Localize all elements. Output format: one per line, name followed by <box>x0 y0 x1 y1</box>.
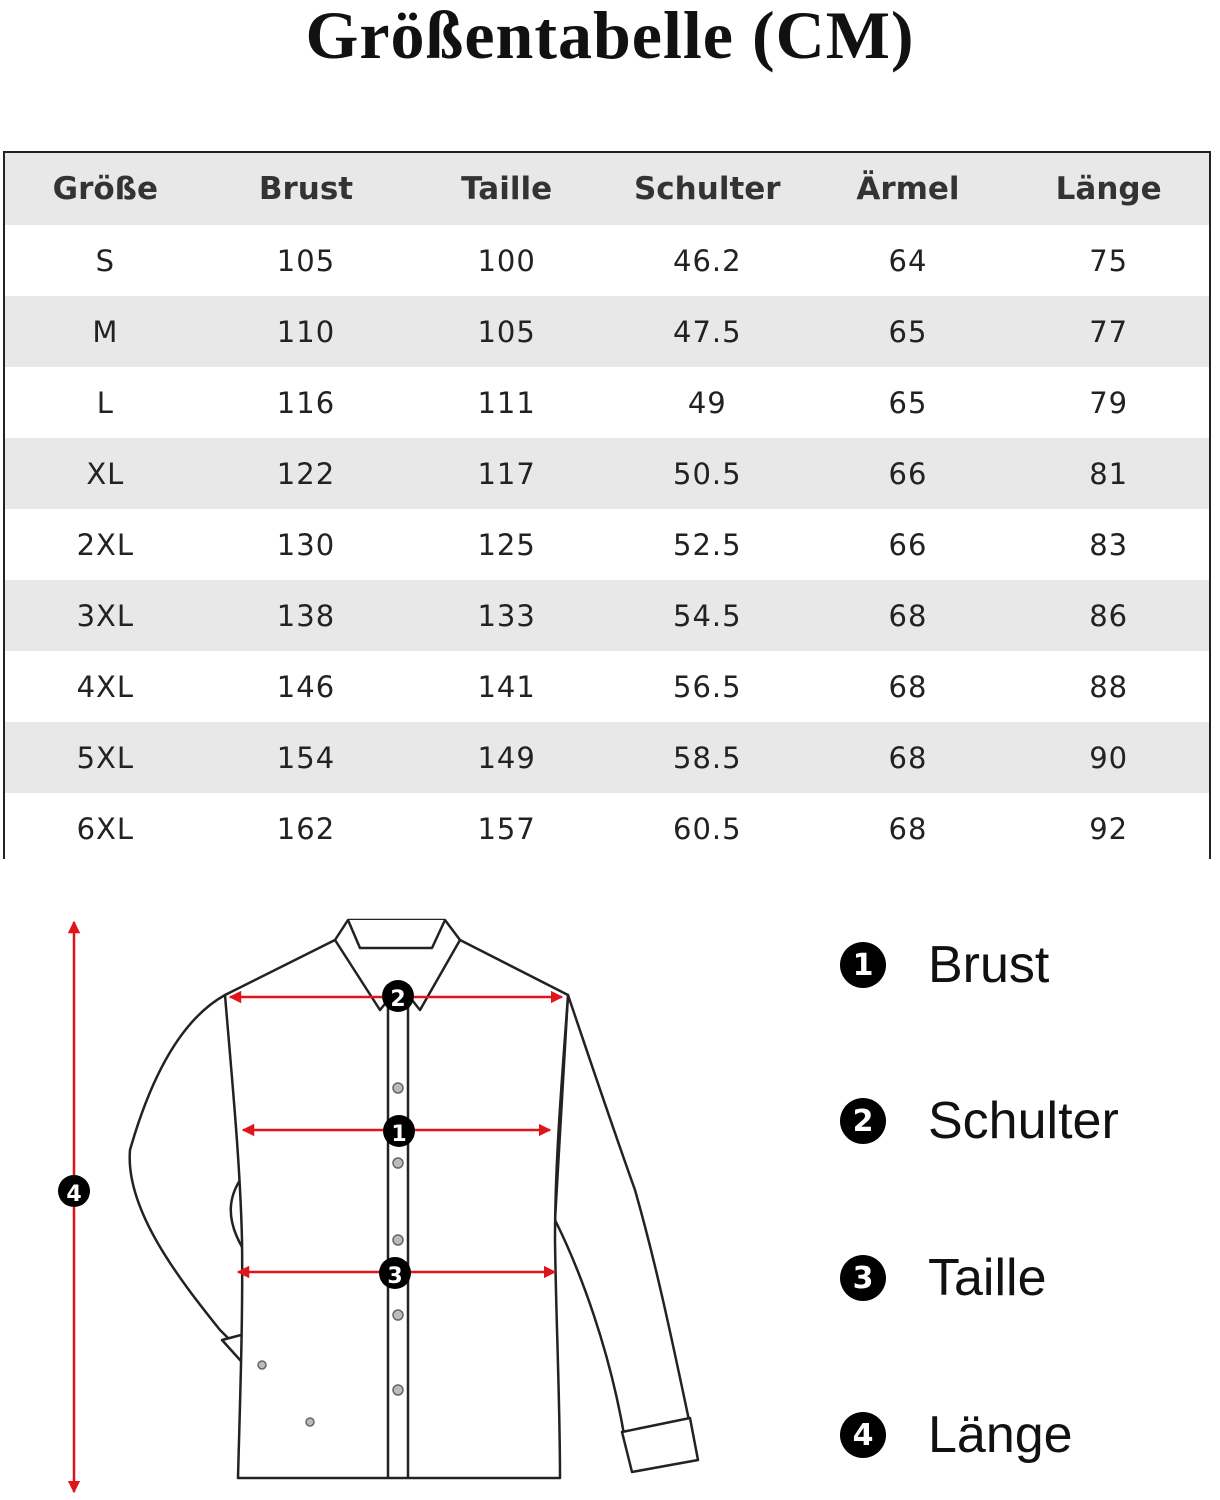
size-table <box>3 151 1211 859</box>
table-cell: 6XL <box>76 811 135 846</box>
table-cell: 77 <box>1089 314 1129 349</box>
page-title: Größentabelle (CM) <box>305 0 915 73</box>
legend-number: 4 <box>840 1412 886 1458</box>
table-cell: 90 <box>1089 740 1129 775</box>
table-row <box>5 296 1209 367</box>
legend-label: Taille <box>928 1249 1047 1307</box>
table-cell: 81 <box>1089 456 1129 491</box>
legend-item-laenge <box>840 1400 1073 1470</box>
table-cell: 68 <box>888 669 928 704</box>
table-cell: 2XL <box>76 527 135 562</box>
header-cell: Ärmel <box>808 153 1009 225</box>
table-cell: 68 <box>888 740 928 775</box>
table-cell: L <box>96 385 114 420</box>
table-cell: 79 <box>1089 385 1129 420</box>
table-cell: 92 <box>1089 811 1129 846</box>
table-cell: 162 <box>276 811 336 846</box>
marker-1: 1 <box>391 1122 407 1147</box>
table-cell: 68 <box>888 598 928 633</box>
legend-number: 2 <box>840 1098 886 1144</box>
table-cell: 105 <box>477 314 536 349</box>
table-cell: 65 <box>888 385 928 420</box>
header-cell: Taille <box>406 153 607 225</box>
table-cell: 75 <box>1089 243 1129 278</box>
legend-label: Länge <box>928 1406 1073 1464</box>
legend-item-schulter <box>840 1086 1119 1156</box>
table-cell: 116 <box>276 385 336 420</box>
table-cell: 130 <box>276 527 336 562</box>
legend-label: Schulter <box>928 1092 1119 1150</box>
table-cell: 54.5 <box>673 598 742 633</box>
marker-2: 2 <box>390 987 406 1012</box>
table-cell: 64 <box>888 243 928 278</box>
table-cell: 65 <box>888 314 928 349</box>
table-cell: 49 <box>687 385 727 420</box>
legend-number: 1 <box>840 942 886 988</box>
table-cell: 86 <box>1089 598 1129 633</box>
table-row <box>5 367 1209 438</box>
legend-item-brust <box>840 930 1049 1000</box>
table-cell: 52.5 <box>673 527 742 562</box>
table-cell: 100 <box>477 243 536 278</box>
table-cell: 138 <box>276 598 336 633</box>
marker-3: 3 <box>387 1264 403 1289</box>
shirt-measurement-diagram <box>0 890 780 1500</box>
table-cell: 4XL <box>76 669 135 704</box>
table-cell: 146 <box>276 669 336 704</box>
table-row <box>5 509 1209 580</box>
table-cell: 149 <box>477 740 536 775</box>
table-cell: 5XL <box>76 740 135 775</box>
header-cell: Schulter <box>607 153 808 225</box>
marker-4: 4 <box>66 1182 82 1207</box>
table-cell: 154 <box>276 740 336 775</box>
table-row <box>5 225 1209 296</box>
table-cell: 83 <box>1089 527 1129 562</box>
table-cell: 3XL <box>76 598 135 633</box>
shirt-outline <box>130 920 698 1478</box>
table-cell: 105 <box>276 243 336 278</box>
table-cell: 60.5 <box>673 811 742 846</box>
table-cell: 110 <box>276 314 336 349</box>
table-cell: 47.5 <box>673 314 742 349</box>
table-cell: 56.5 <box>673 669 742 704</box>
table-cell: 111 <box>477 385 536 420</box>
table-cell: 58.5 <box>673 740 742 775</box>
header-cell: Länge <box>1008 153 1209 225</box>
table-cell: 122 <box>276 456 336 491</box>
table-cell: 88 <box>1089 669 1129 704</box>
table-cell: 46.2 <box>673 243 742 278</box>
table-row <box>5 651 1209 722</box>
table-cell: 50.5 <box>673 456 742 491</box>
table-cell: 141 <box>477 669 536 704</box>
header-cell: Brust <box>206 153 407 225</box>
table-row <box>5 722 1209 793</box>
table-cell: 157 <box>477 811 536 846</box>
table-cell: S <box>95 243 116 278</box>
table-cell: M <box>92 314 119 349</box>
table-header-row <box>5 153 1209 225</box>
legend-number: 3 <box>840 1255 886 1301</box>
table-cell: 68 <box>888 811 928 846</box>
table-cell: 66 <box>888 456 928 491</box>
table-cell: 133 <box>477 598 536 633</box>
header-cell: Größe <box>5 153 206 225</box>
table-cell: 117 <box>477 456 536 491</box>
table-cell: 66 <box>888 527 928 562</box>
table-row <box>5 580 1209 651</box>
legend-item-taille <box>840 1243 1047 1313</box>
table-cell: XL <box>86 456 125 491</box>
table-row <box>5 438 1209 509</box>
table-cell: 125 <box>477 527 536 562</box>
table-row <box>5 793 1209 864</box>
legend-label: Brust <box>928 936 1050 994</box>
